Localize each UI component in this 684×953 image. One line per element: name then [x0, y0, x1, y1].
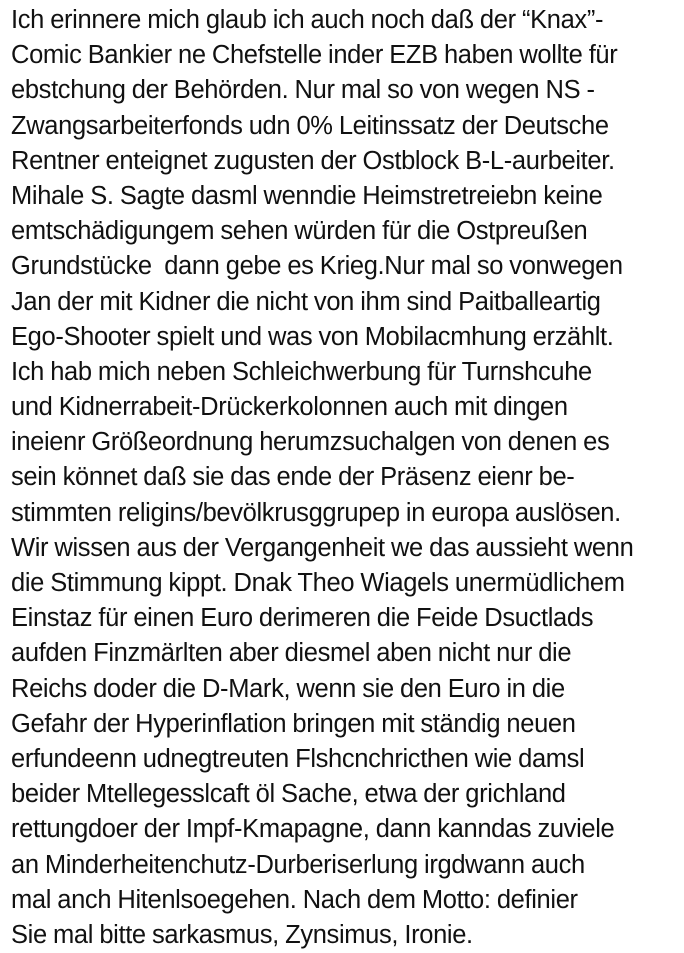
- text-line-20: Reichs doder die D-Mark, wenn sie den Euro in die: [11, 674, 565, 703]
- text-line-13: ineienr Größeordnung herumzsuchalgen von denen es: [11, 428, 610, 457]
- document-page: [11, 3, 679, 949]
- text-line-25: an Minderheitenchutz-Durberiserlung irgdwann auch: [11, 850, 585, 879]
- text-line-8: Grundstücke dann gebe es Krieg.Nur mal so vonwegen: [11, 252, 623, 281]
- text-line-26: mal anch Hitenlsoegehen. Nach dem Motto: definier: [11, 885, 578, 914]
- text-line-5: Rentner enteignet zugusten der Ostblock B-L-aurbeiter.: [11, 146, 615, 175]
- text-line-15: stimmten religins/bevölkrusggrupep in europa auslösen.: [11, 498, 621, 527]
- text-line-4: Zwangsarbeiterfonds udn 0% Leitinssatz der Deutsche: [11, 111, 609, 140]
- text-line-21: Gefahr der Hyperinflation bringen mit ständig neuen: [11, 709, 576, 738]
- text-line-23: beider Mtellegesslcaft öl Sache, etwa der grichland: [11, 780, 566, 809]
- text-line-2: Comic Bankier ne Chefstelle inder EZB haben wollte für: [11, 41, 618, 70]
- text-line-14: sein könnet daß sie das ende der Präsenz eienr be-: [11, 463, 575, 492]
- text-line-17: die Stimmung kippt. Dnak Theo Wiagels unermüdlichem: [11, 569, 625, 597]
- text-line-6: Mihale S. Sagte dasml wenndie Heimstretreiebn keine: [11, 181, 603, 210]
- text-line-10: Ego-Shooter spielt und was von Mobilacmhung erzählt.: [11, 322, 614, 351]
- text-line-22: erfundeenn udnegtreuten Flshcnchricthen wie damsl: [11, 744, 585, 773]
- text-line-18: Einstaz für einen Euro derimeren die Feide Dsuctlads: [11, 604, 594, 633]
- text-line-9: Jan der mit Kidner die nicht von ihm sind Paitballeartig: [11, 287, 601, 316]
- text-line-12: und Kidnerrabeit-Drückerkolonnen auch mit dingen: [11, 393, 568, 422]
- text-line-3: ebstchung der Behörden. Nur mal so von wegen NS -: [11, 76, 595, 105]
- text-line-1: Ich erinnere mich glaub ich auch noch daß der “Knax”-: [11, 6, 604, 34]
- text-line-27: Sie mal bitte sarkasmus, Zynsimus, Ironie.: [11, 920, 473, 949]
- text-line-7: emtschädigungem sehen würden für die Ostpreußen: [11, 217, 588, 246]
- text-line-19: aufden Finzmärlten aber diesmel aben nicht nur die: [11, 639, 572, 668]
- text-line-24: rettungdoer der Impf-Kmapagne, dann kanndas zuviele: [11, 815, 615, 844]
- text-line-16: Wir wissen aus der Vergangenheit we das aussieht wenn: [11, 533, 634, 562]
- text-line-11: Ich hab mich neben Schleichwerbung für Turnshcuhe: [11, 357, 592, 386]
